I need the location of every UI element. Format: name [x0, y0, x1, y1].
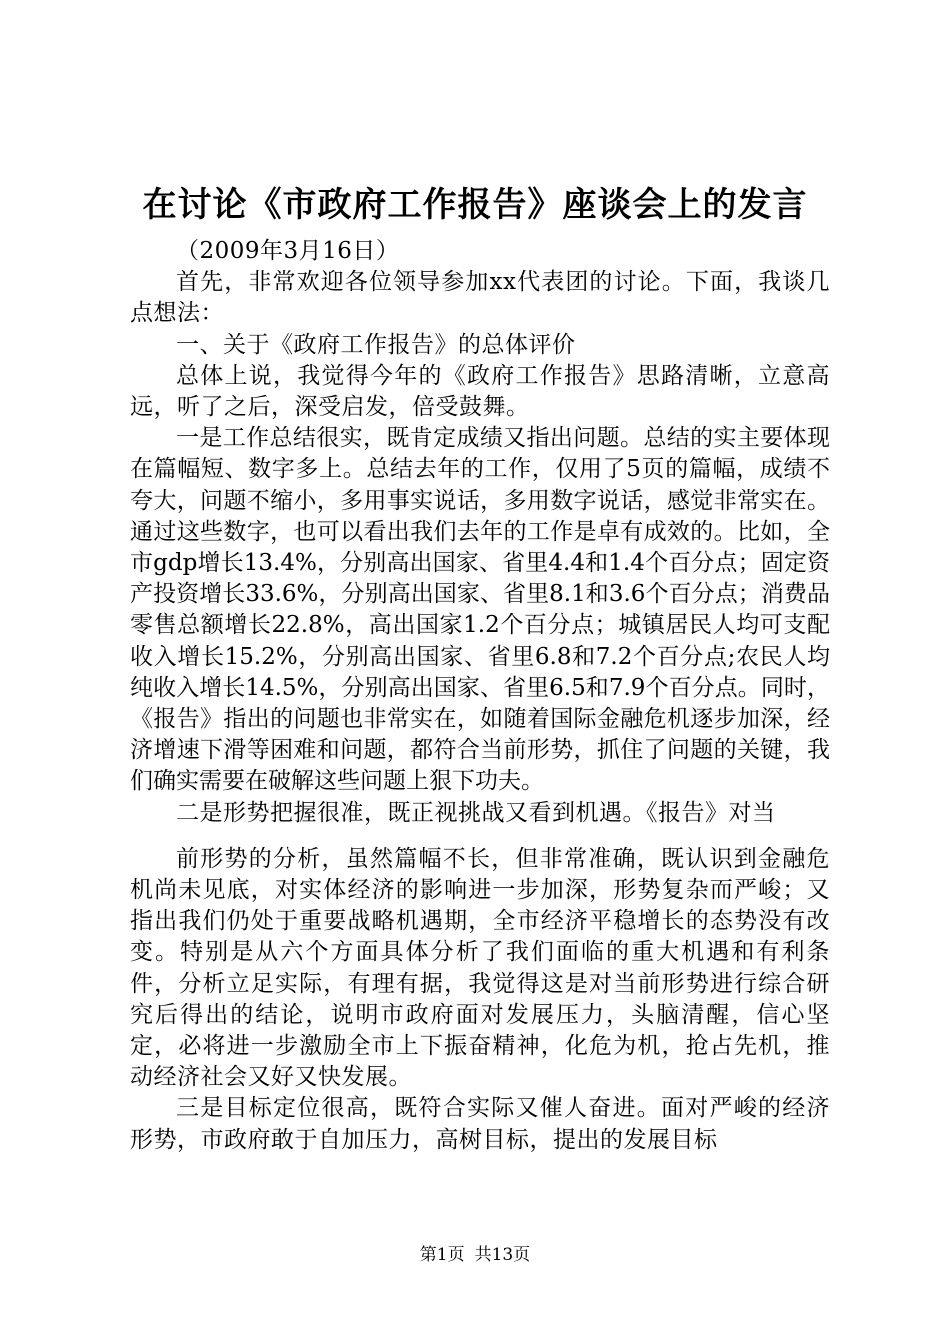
document-title: 在讨论《市政府工作报告》座谈会上的发言 [142, 185, 808, 225]
page-total: 共13页 [474, 1245, 531, 1265]
paragraph-summary-point: 一是工作总结很实，既肯定成绩又指出问题。总结的实主要体现在篇幅短、数字多上。总结去年的工作，仅用了5页的篇幅，成绩不夸大，问题不缩小，多用事实说话，多用数字说话，感觉非常实在。通过这些数字，也可以看出我们去年的工作是卓有成效的。比如，全市gdp增长13.4%，分别高出国家、省里4.4和1.4个百分点；固定资产投资增长33.6%，分别高出国家、省里8.1和3.6个百分点；消费品零售总额增长22.8%，高出国家1.2个百分点；城镇居民人均可支配收入增长15.2%，分别高出国家、省里6.8和7.2个百分点;农民人均纯收入增长14.5%，分别高出国家、省里6.5和7.9个百分点。同时，《报告》指出的问题也非常实在，如随着国际金融危机逐步加深，经济增速下滑等困难和问题，都符合当前形势，抓住了问题的关键，我们确实需要在破解这些问题上狠下功夫。 [130, 425, 830, 795]
paragraph-target-point: 三是目标定位很高，既符合实际又催人奋进。面对严峻的经济形势，市政府敢于自加压力，高树目标，提出的发展目标 [130, 1095, 830, 1153]
page-footer [0, 1243, 950, 1267]
paragraph-overall-evaluation: 总体上说，我觉得今年的《政府工作报告》思路清晰，立意高远，听了之后，深受启发，倍受鼓舞。 [130, 362, 830, 421]
date-line: （2009年3月16日） [176, 238, 400, 264]
paragraph-situation-point: 二是形势把握很准，既正视挑战又看到机遇。《报告》对当 [176, 799, 776, 826]
document-body [130, 236, 830, 1156]
paragraph-situation-continued: 前形势的分析，虽然篇幅不长，但非常准确，既认识到金融危机尚未见底，对实体经济的影响进一步加深，形势复杂而严峻；又指出我们仍处于重要战略机遇期，全市经济平稳增长的态势没有改变。特别是从六个方面具体分析了我们面临的重大机遇和有利条件，分析立足实际，有理有据，我觉得这是对当前形势进行综合研究后得出的结论，说明市政府面对发展压力，头脑清醒，信心坚定，必将进一步激励全市上下振奋精神，化危为机，抢占先机，推动经济社会又好又快发展。 [130, 845, 830, 1091]
paragraph-opening: 首先，非常欢迎各位领导参加xx代表团的讨论。下面，我谈几点想法： [130, 269, 830, 327]
section-heading: 一、关于《政府工作报告》的总体评价 [176, 331, 576, 358]
page-number: 第1页 [419, 1245, 465, 1265]
